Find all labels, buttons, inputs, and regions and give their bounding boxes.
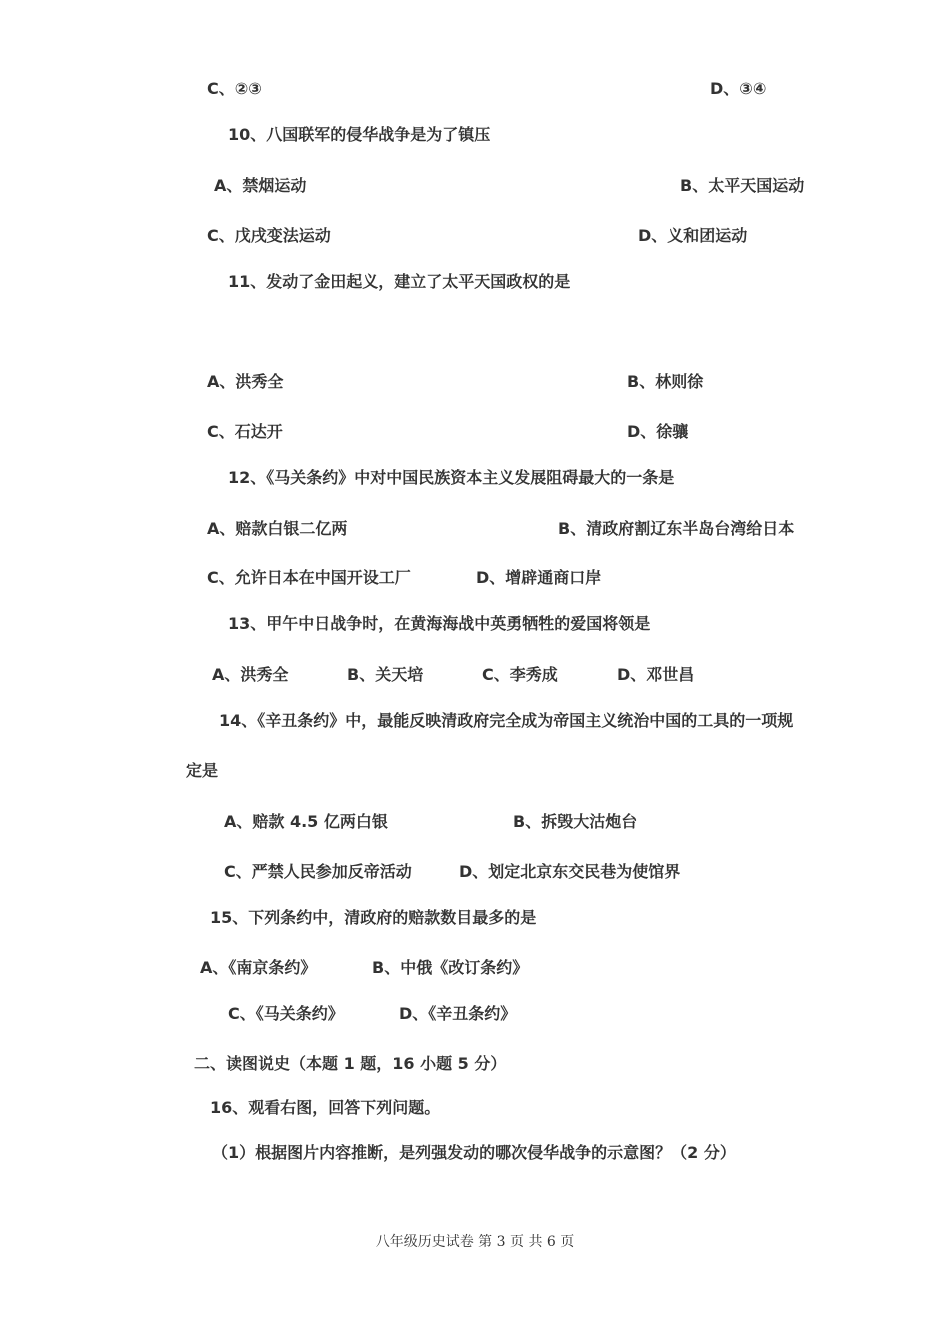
q15-option-a: A、《南京条约》 <box>200 958 317 977</box>
q10-stem: 10、八国联军的侵华战争是为了镇压 <box>228 125 491 144</box>
q11-option-b: B、林则徐 <box>627 372 704 391</box>
q12-stem: 12、《马关条约》中对中国民族资本主义发展阻碍最大的一条是 <box>228 468 675 487</box>
q10-option-b: B、太平天国运动 <box>680 176 805 195</box>
q14-stem-line2: 定是 <box>186 761 219 780</box>
q14-option-c: C、严禁人民参加反帝活动 <box>224 862 412 881</box>
q10-option-a: A、禁烟运动 <box>214 176 307 195</box>
q9-option-c: C、②③ <box>207 79 262 98</box>
q10-option-c: C、戊戌变法运动 <box>207 226 331 245</box>
q14-option-a: A、赔款 4.5 亿两白银 <box>224 812 388 831</box>
q13-option-b: B、关天培 <box>347 665 424 684</box>
q15-option-c: C、《马关条约》 <box>228 1004 344 1023</box>
q15-option-d: D、《辛丑条约》 <box>399 1004 517 1023</box>
q14-option-b: B、拆毁大沽炮台 <box>513 812 638 831</box>
q11-option-c: C、石达开 <box>207 422 283 441</box>
q13-option-c: C、李秀成 <box>482 665 558 684</box>
q15-stem: 15、下列条约中，清政府的赔款数目最多的是 <box>210 908 537 927</box>
q15-option-b: B、中俄《改订条约》 <box>372 958 529 977</box>
q16-stem: 16、观看右图，回答下列问题。 <box>210 1098 441 1117</box>
q12-option-d: D、增辟通商口岸 <box>476 568 602 587</box>
q13-option-d: D、邓世昌 <box>617 665 695 684</box>
q14-option-d: D、划定北京东交民巷为使馆界 <box>459 862 681 881</box>
page-footer: 八年级历史试卷 第 3 页 共 6 页 <box>375 1234 575 1250</box>
q11-option-d: D、徐骧 <box>627 422 689 441</box>
q12-option-c: C、允许日本在中国开设工厂 <box>207 568 411 587</box>
q11-stem: 11、发动了金田起义，建立了太平天国政权的是 <box>228 272 571 291</box>
q14-stem-line1: 14、《辛丑条约》中，最能反映清政府完全成为帝国主义统治中国的工具的一项规 <box>219 711 794 730</box>
q16-sub-question-1: （1）根据图片内容推断，是列强发动的哪次侵华战争的示意图？（2 分） <box>212 1143 736 1162</box>
q12-option-a: A、赔款白银二亿两 <box>207 519 348 538</box>
section-2-title: 二、读图说史（本题 1 题，16 小题 5 分） <box>194 1054 507 1073</box>
q12-option-b: B、清政府割辽东半岛台湾给日本 <box>558 519 795 538</box>
q11-option-a: A、洪秀全 <box>207 372 284 391</box>
q13-option-a: A、洪秀全 <box>212 665 289 684</box>
q9-option-d: D、③④ <box>710 79 767 98</box>
q10-option-d: D、义和团运动 <box>638 226 748 245</box>
q13-stem: 13、甲午中日战争时，在黄海海战中英勇牺牲的爱国将领是 <box>228 614 651 633</box>
